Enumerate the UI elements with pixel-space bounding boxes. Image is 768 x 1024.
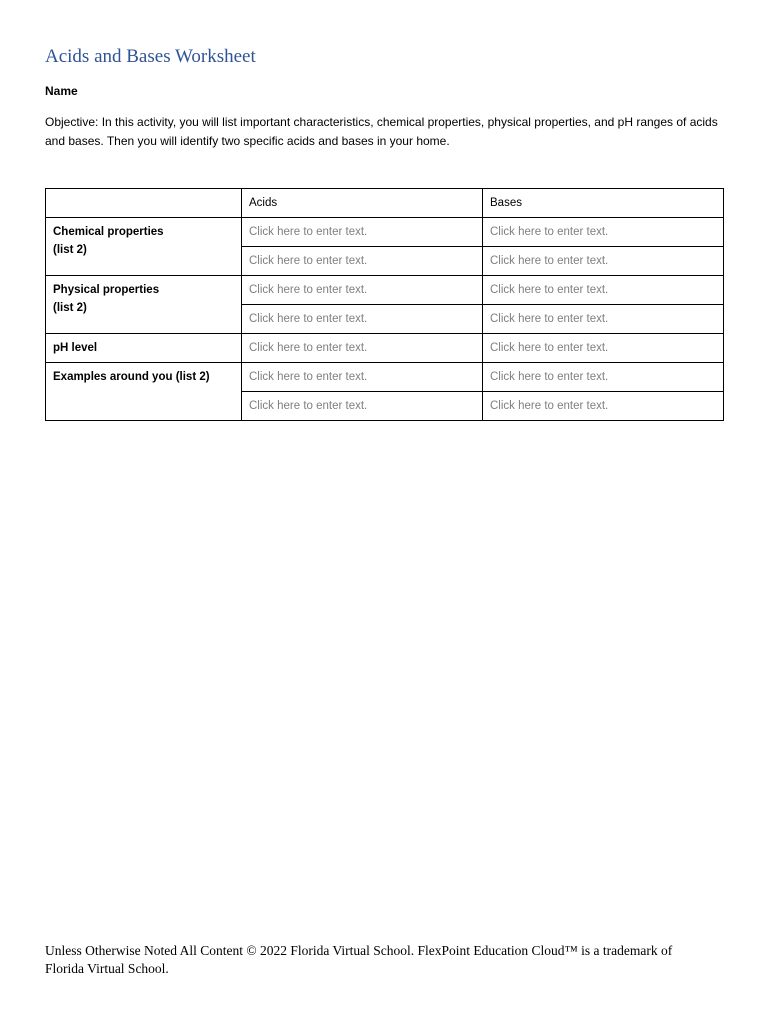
chemical-acid-input-2[interactable]: Click here to enter text.	[242, 247, 483, 276]
chemical-base-input-1[interactable]: Click here to enter text.	[483, 218, 724, 247]
row-label-ph-level: pH level	[46, 334, 242, 363]
header-acids: Acids	[242, 189, 483, 218]
copyright-footer: Unless Otherwise Noted All Content © 2022 Florida Virtual School. FlexPoint Education Cloud™ is a trademark of Florida Virtual School.	[45, 943, 673, 976]
examples-base-input-2[interactable]: Click here to enter text.	[483, 392, 724, 421]
ph-base-input[interactable]: Click here to enter text.	[483, 334, 724, 363]
physical-base-input-1[interactable]: Click here to enter text.	[483, 276, 724, 305]
objective-text: Objective: In this activity, you will list important characteristics, chemical properties, physical properties, and pH ranges of acids and bases. Then you will identify two specific acids and bases in your home.	[45, 115, 718, 148]
examples-acid-input-2[interactable]: Click here to enter text.	[242, 392, 483, 421]
chemical-acid-input-1[interactable]: Click here to enter text.	[242, 218, 483, 247]
name-label: Name	[45, 84, 78, 98]
physical-base-input-2[interactable]: Click here to enter text.	[483, 305, 724, 334]
physical-acid-input-1[interactable]: Click here to enter text.	[242, 276, 483, 305]
ph-acid-input[interactable]: Click here to enter text.	[242, 334, 483, 363]
table-row	[46, 334, 724, 363]
table-header-row	[46, 189, 724, 218]
examples-acid-input-1[interactable]: Click here to enter text.	[242, 363, 483, 392]
physical-acid-input-2[interactable]: Click here to enter text.	[242, 305, 483, 334]
chemical-base-input-2[interactable]: Click here to enter text.	[483, 247, 724, 276]
row-label-examples: Examples around you (list 2)	[46, 363, 242, 421]
row-label-chemical-properties: Chemical properties (list 2)	[46, 218, 242, 276]
header-bases: Bases	[483, 189, 724, 218]
table-row	[46, 276, 724, 305]
row-label-physical-properties: Physical properties (list 2)	[46, 276, 242, 334]
worksheet-table	[45, 188, 724, 421]
table-row	[46, 218, 724, 247]
table-row	[46, 363, 724, 392]
header-empty-cell	[46, 189, 242, 218]
worksheet-title: Acids and Bases Worksheet	[45, 46, 256, 67]
examples-base-input-1[interactable]: Click here to enter text.	[483, 363, 724, 392]
